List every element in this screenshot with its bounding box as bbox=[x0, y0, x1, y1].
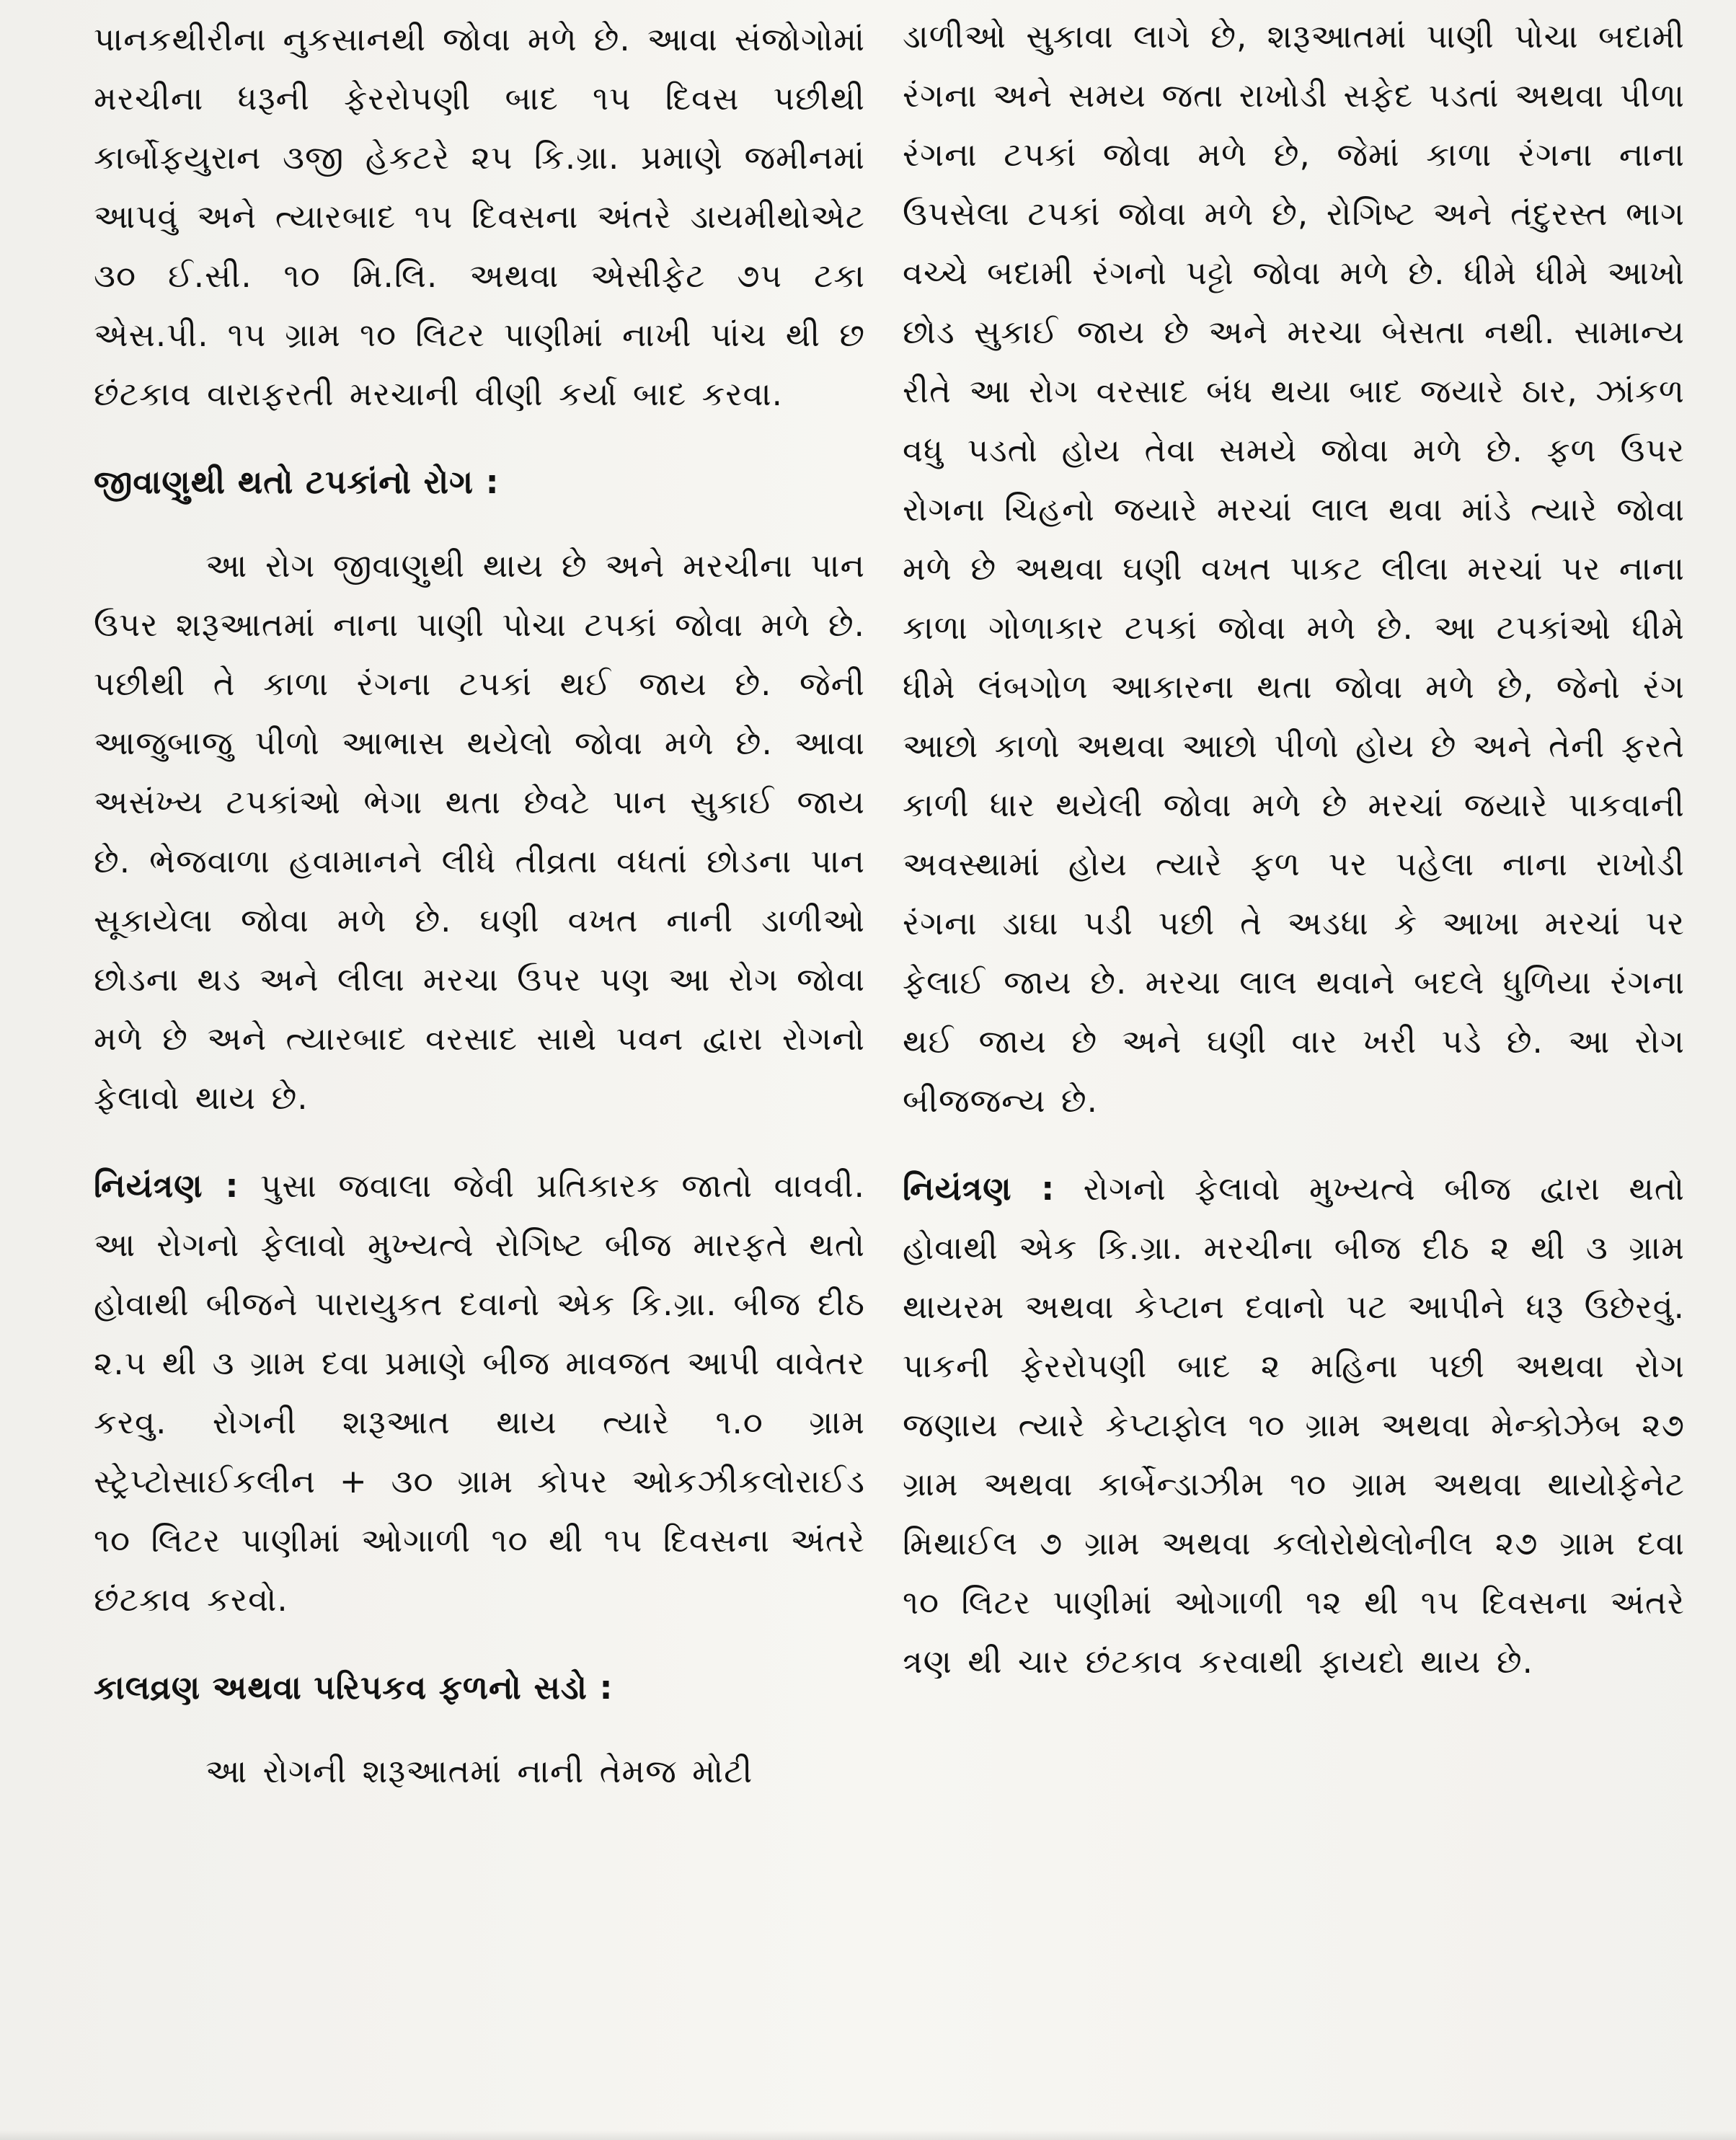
left-paragraph-2: આ રોગ જીવાણુથી થાય છે અને મરચીના પાન ઉપર શરૂઆતમાં નાના પાણી પોચા ટપકાં જોવા મળે છે. પછીથી તે કાળા રંગના ટપકાં થઈ જાય છે. જેની આજુબાજુ પીળો આભાસ થયેલો જોવા મળે છે. આવા અસંખ્ય ટપકાંઓ ભેગા થતા છેવટે પાન સુકાઈ જાય છે. ભેજવાળા હવામાનને લીધે તીવ્રતા વધતાં છોડના પાન સૂકાયેલા જોવા મળે છે. ઘણી વખત નાની ડાળીઓ છોડના થડ અને લીલા મરચા ઉપર પણ આ રોગ જોવા મળે છે અને ત્યારબાદ વરસાદ સાથે પવન દ્વારા રોગનો ફેલાવો થાય છે. bbox=[94, 547, 865, 1117]
control-label: નિયંત્રણ : bbox=[903, 1170, 1055, 1208]
spacer bbox=[94, 512, 865, 536]
left-paragraph-3: આ રોગની શરૂઆતમાં નાની તેમજ મોટી bbox=[205, 1752, 753, 1790]
control-text: રોગનો ફેલાવો મુખ્યત્વે બીજ દ્વારા થતો હોવાથી એક કિ.ગ્રા. મરચીના બીજ દીઠ ૨ થી ૩ ગ્રામ થાયરમ અથવા કેપ્ટાન દવાનો પટ આપીને ધરૂ ઉછેરવું. પાકની ફેરરોપણી બાદ ૨ મહિના પછી અથવા રોગ જણાય ત્યારે કેપ્ટાફોલ ૧૦ ગ્રામ અથવા મેન્કોઝેબ ૨૭ ગ્રામ અથવા કાર્બેન્ડાઝીમ ૧૦ ગ્રામ અથવા થાયોફેનેટ મિથાઈલ ૭ ગ્રામ અથવા કલોરોથેલોનીલ ૨૭ ગ્રામ દવા ૧૦ લિટર પાણીમાં ઓગાળી ૧૨ થી ૧૫ દિવસના અંતરે ત્રણ થી ચાર છંટકાવ કરવાથી ફાયદો થાય છે. bbox=[903, 1170, 1685, 1681]
heading-anthracnose: કાલવ્રણ અથવા પરિપકવ ફળનો સડો : bbox=[94, 1668, 614, 1707]
spacer bbox=[903, 1131, 1685, 1159]
spacer bbox=[94, 1630, 865, 1658]
page-bottom-shadow bbox=[0, 2130, 1736, 2140]
heading-bacterial-leaf-spot: જીવાણુથી થતો ટપકાંનો રોગ : bbox=[94, 463, 500, 501]
spacer bbox=[94, 1717, 865, 1742]
right-control-paragraph bbox=[903, 1159, 1685, 1692]
control-text: પુસા જવાલા જેવી પ્રતિકારક જાતો વાવવી. આ રોગનો ફેલાવો મુખ્યત્વે રોગિષ્ટ બીજ મારફતે થતો હોવાથી બીજને પારાયુકત દવાનો એક કિ.ગ્રા. બીજ દીઠ ૨.૫ થી ૩ ગ્રામ દવા પ્રમાણે બીજ માવજત આપી વાવેતર કરવુ. રોગની શરૂઆત થાય ત્યારે ૧.૦ ગ્રામ સ્ટ્રેપ્ટોસાઈકલીન + ૩૦ ગ્રામ કોપર ઓકઝીકલોરાઈડ ૧૦ લિટર પાણીમાં ઓગાળી ૧૦ થી ૧૫ દિવસના અંતરે છંટકાવ કરવો. bbox=[94, 1167, 865, 1619]
left-control-paragraph bbox=[94, 1157, 865, 1630]
spacer bbox=[94, 424, 865, 453]
left-column bbox=[94, 0, 865, 1801]
right-paragraph-1: ડાળીઓ સુકાવા લાગે છે, શરૂઆતમાં પાણી પોચા બદામી રંગના અને સમય જતા રાખોડી સફેદ પડતાં અથવા પીળા રંગના ટપકાં જોવા મળે છે, જેમાં કાળા રંગના નાના ઉપસેલા ટપકાં જોવા મળે છે, રોગિષ્ટ અને તંદુરસ્ત ભાગ વચ્ચે બદામી રંગનો પટ્ટો જોવા મળે છે. ધીમે ધીમે આખો છોડ સુકાઈ જાય છે અને મરચા બેસતા નથી. સામાન્ય રીતે આ રોગ વરસાદ બંધ થયા બાદ જયારે ઠાર, ઝાંકળ વધુ પડતો હોય તેવા સમયે જોવા મળે છે. ફળ ઉપર રોગના ચિહનો જયારે મરચાં લાલ થવા માંડે ત્યારે જોવા મળે છે અથવા ઘણી વખત પાકટ લીલા મરચાં પર નાના કાળા ગોળાકાર ટપકાં જોવા મળે છે. આ ટપકાંઓ ધીમે ધીમે લંબગોળ આકારના થતા જોવા મળે છે, જેનો રંગ આછો કાળો અથવા આછો પીળો હોય છે અને તેની ફરતે કાળી ધાર થયેલી જોવા મળે છે મરચાં જયારે પાકવાની અવસ્થામાં હોય ત્યારે ફળ પર પહેલા નાના રાખોડી રંગના ડાઘા પડી પછી તે અડધા કે આખા મરચાં પર ફેલાઈ જાય છે. મરચા લાલ થવાને બદલે ધુળિયા રંગના થઈ જાય છે અને ઘણી વાર ખરી પડે છે. આ રોગ બીજજન્ય છે. bbox=[903, 17, 1685, 1120]
control-label: નિયંત્રણ : bbox=[94, 1167, 239, 1205]
right-column bbox=[903, 0, 1685, 1692]
left-paragraph-1: પાનકથીરીના નુકસાનથી જોવા મળે છે. આવા સંજોગોમાં મરચીના ધરૂની ફેરરોપણી બાદ ૧૫ દિવસ પછીથી કાર્બોફયુરાન ૩જી હેકટરે ૨૫ કિ.ગ્રા. પ્રમાણે જમીનમાં આપવું અને ત્યારબાદ ૧૫ દિવસના અંતરે ડાયમીથોએટ ૩૦ ઈ.સી. ૧૦ મિ.લિ. અથવા એસીફેટ ૭૫ ટકા એસ.પી. ૧૫ ગ્રામ ૧૦ લિટર પાણીમાં નાખી પાંચ થી છ છંટકાવ વારાફરતી મરચાની વીણી કર્યા બાદ કરવા. bbox=[94, 20, 865, 413]
spacer bbox=[94, 1128, 865, 1157]
